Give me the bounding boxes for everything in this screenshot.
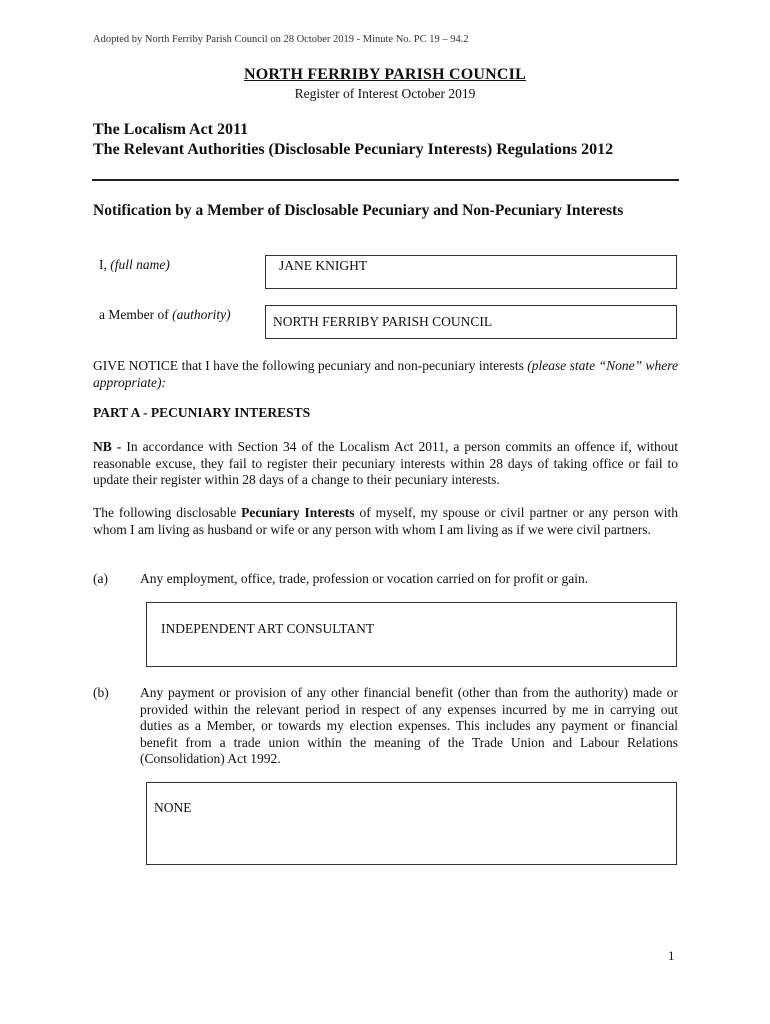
authority-field[interactable]: [265, 305, 677, 339]
give-notice-hint: (please state “None” where appropriate):: [93, 358, 678, 390]
disclosable-before: The following disclosable: [93, 505, 242, 520]
header-note: Adopted by North Ferriby Parish Council on 28 October 2019 - Minute No. PC 19 – 94.2: [93, 34, 469, 45]
authority-value: NORTH FERRIBY PARISH COUNCIL: [273, 314, 493, 329]
notification-title: Notification by a Member of Disclosable Pecuniary and Non-Pecuniary Interests: [93, 202, 624, 219]
disclosable-bold: Pecuniary Interests: [241, 505, 355, 520]
disclosable-after: of myself, my spouse or civil partner or any person with whom I am living as husband or wife or any person with whom I am living as if we were civil partners.: [93, 505, 678, 537]
nb-label: NB -: [93, 439, 127, 454]
item-a-letter: (a): [93, 571, 108, 586]
part-a-heading: PART A - PECUNIARY INTERESTS: [93, 405, 311, 420]
authority-label: [99, 307, 231, 323]
give-notice-paragraph: [93, 358, 678, 391]
item-b-answer-field[interactable]: [146, 782, 677, 865]
authority-label-prefix: a Member of: [99, 307, 173, 322]
item-b-letter: (b): [93, 685, 109, 700]
item-a-answer: INDEPENDENT ART CONSULTANT: [161, 621, 375, 636]
act-title-regulations: The Relevant Authorities (Disclosable Pecuniary Interests) Regulations 2012: [93, 141, 614, 158]
give-notice-text: GIVE NOTICE that I have the following pecuniary and non-pecuniary interests: [93, 358, 528, 373]
full-name-value: JANE KNIGHT: [279, 258, 368, 273]
nb-paragraph: [93, 439, 678, 489]
authority-label-hint: (authority): [172, 307, 231, 322]
full-name-field[interactable]: [265, 255, 677, 289]
full-name-label: [99, 257, 170, 273]
item-a-text: Any employment, office, trade, profession or vocation carried on for profit or gain.: [140, 571, 589, 586]
act-title-localism: The Localism Act 2011: [93, 121, 249, 138]
document-subtitle: Register of Interest October 2019: [294, 86, 476, 101]
document-title: NORTH FERRIBY PARISH COUNCIL: [244, 66, 526, 83]
nb-text: In accordance with Section 34 of the Localism Act 2011, a person commits an offence if, without reasonable excuse, they fail to register their pecuniary interests within 28 days of taking office or fail to update their register within 28 days of a change to their pecuniary interests.: [93, 439, 679, 487]
item-a-answer-field[interactable]: [146, 602, 677, 667]
divider: [92, 179, 679, 181]
item-b-text: Any payment or provision of any other financial benefit (other than from the authority) made or provided within the relevant period in respect of any expenses incurred by me in carrying out duties as a Member, or towards my election expenses. This includes any payment or financial benefit from a trade union within the meaning of the Trade Union and Labour Relations (Consolidation) Act 1992.: [140, 685, 678, 766]
full-name-label-prefix: I,: [99, 257, 111, 272]
full-name-label-hint: (full name): [110, 257, 170, 272]
item-b-answer: NONE: [154, 800, 192, 815]
page-number: 1: [668, 948, 675, 963]
disclosable-paragraph: [93, 505, 678, 538]
